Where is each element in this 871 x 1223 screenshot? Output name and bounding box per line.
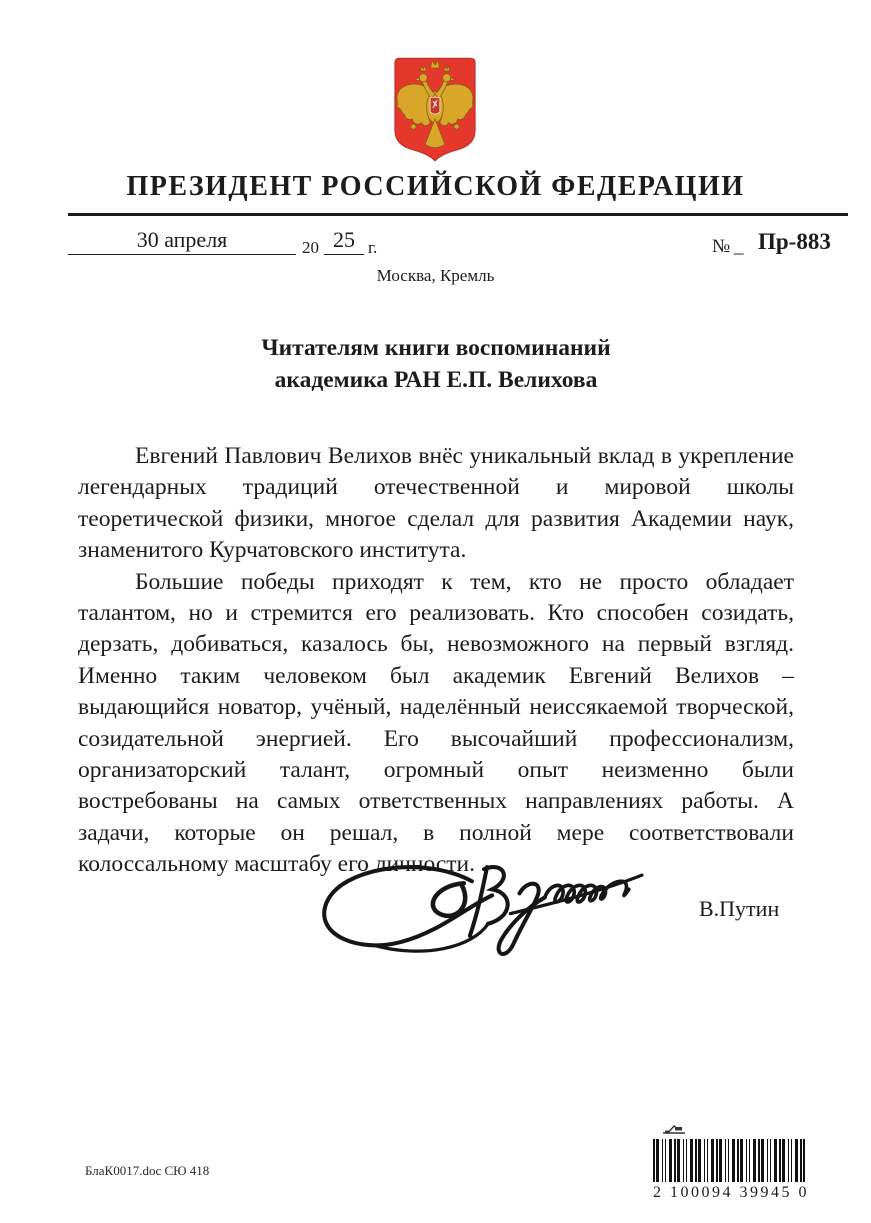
letter-body bbox=[78, 441, 794, 881]
letterhead-title: ПРЕЗИДЕНТ РОССИЙСКОЙ ФЕДЕРАЦИИ bbox=[126, 171, 745, 202]
barcode-block bbox=[653, 1122, 813, 1202]
barcode-mark-icon bbox=[661, 1122, 689, 1138]
year-suffix: г. bbox=[368, 238, 378, 257]
signature-autograph bbox=[312, 850, 646, 958]
signer-name: В.Путин bbox=[699, 896, 780, 921]
date-field: 30 апреля bbox=[68, 226, 296, 255]
place-line: Москва, Кремль bbox=[376, 266, 495, 285]
document-reference: БлаК0017.doc СЮ 418 bbox=[85, 1163, 210, 1178]
body-paragraph-1: Евгений Павлович Велихов внёс уникальный вклад в укрепление легендарных традиций отечественной и мировой школы теоретической физики, многое сделал для развития Академии наук, знаменитого Курчатовского института. bbox=[78, 443, 794, 564]
document-number: Пр-883 bbox=[758, 229, 831, 254]
salutation-line-1: Читателям книги воспоминаний bbox=[261, 335, 611, 361]
number-sign-label: № bbox=[712, 236, 731, 257]
number-placeholder: _ bbox=[734, 236, 744, 257]
letterhead-rule bbox=[68, 213, 848, 216]
body-paragraph-2: Большие победы приходят к тем, кто не просто обладает талантом, но и стремится его реализовать. Кто способен созидать, дерзать, добиваться, казалось бы, невозможного на первый взгляд. Именно таким человеком был академик Евгений Велихов – выдающийся новатор, учёный, наделённый неиссякаемой творческой, созидательной энергией. Его высочайший профессионализм, организаторский талант, огромный опыт неизменно были востребованы на самых ответственных направлениях работы. А задачи, которые он решал, в полной мере соответствовали колоссальному масштабу его личности. bbox=[78, 568, 794, 878]
barcode bbox=[653, 1139, 805, 1182]
salutation bbox=[78, 332, 794, 396]
year-prefix: 20 bbox=[302, 238, 319, 257]
salutation-line-2: академика РАН Е.П. Велихова bbox=[274, 367, 598, 393]
year-field: 25 bbox=[324, 226, 364, 255]
barcode-digits: 2 100094 39945 0 bbox=[653, 1184, 809, 1201]
russia-coat-of-arms-icon bbox=[391, 55, 479, 165]
